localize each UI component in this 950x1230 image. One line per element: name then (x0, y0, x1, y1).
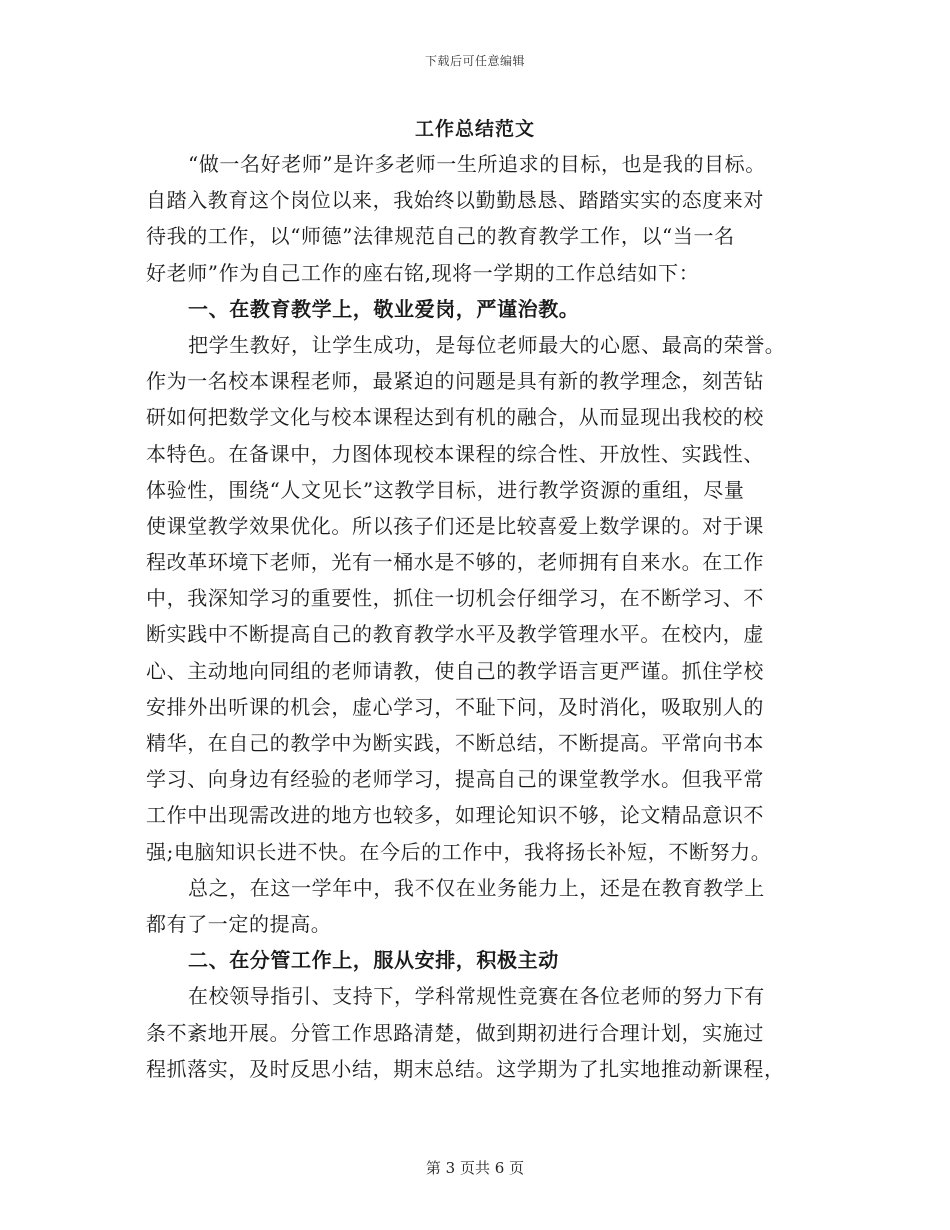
body-text-line: “做一名好老师”是许多老师一生所追求的目标，也是我的目标。 (188, 152, 766, 176)
body-text-line: 研如何把数学文化与校本课程达到有机的融合，从而显现出我校的校 (146, 405, 764, 430)
body-text-line: 把学生教好，让学生成功，是每位老师最大的心愿、最高的荣誉。 (188, 332, 786, 357)
body-text-line: 安排外出听课的机会，虚心学习，不耻下问，及时消化，吸取别人的 (146, 694, 764, 719)
body-text-line: 工作中出现需改进的地方也较多，如理论知识不够，论文精品意识不 (146, 803, 764, 828)
body-text-line: 心、主动地向同组的老师请教，使自己的教学语言更严谨。抓住学校 (146, 658, 764, 683)
body-text-line: 使课堂教学效果优化。所以孩子们还是比较喜爱上数学课的。对于课 (146, 513, 764, 538)
body-text-line: 自踏入教育这个岗位以来，我始终以勤勤恳恳、踏踏实实的态度来对 (146, 188, 764, 213)
body-text-line: 条不紊地开展。分管工作思路清楚，做到期初进行合理计划，实施过 (146, 1020, 764, 1045)
body-text-line: 待我的工作，以“师德”法律规范自己的教育教学工作，以“当一名 (146, 224, 735, 249)
body-text-line: 学习、向身边有经验的老师学习，提高自己的课堂教学水。但我平常 (146, 767, 764, 792)
body-text-line: 中，我深知学习的重要性，抓住一切机会仔细学习，在不断学习、不 (146, 586, 764, 611)
body-text-line: 本特色。在备课中，力图体现校本课程的综合性、开放性、实践性、 (146, 441, 764, 466)
document-title: 工作总结范文 (414, 118, 535, 140)
body-text-line: 总之，在这一学年中，我不仅在业务能力上，还是在教育教学上 (188, 875, 765, 900)
body-text-line: 断实践中不断提高自己的教育教学水平及教学管理水平。在校内，虚 (146, 622, 764, 647)
body-text-line: 程抓落实，及时反思小结，期末总结。这学期为了扎实地推动新课程， (146, 1056, 785, 1081)
body-text-line: 精华，在自己的教学中为断实践，不断总结，不断提高。平常向书本 (146, 731, 764, 755)
page-number-footer: 第 3 页共 6 页 (425, 1159, 525, 1177)
body-text-line: 作为一名校本课程老师，最紧迫的问题是具有新的教学理念，刻苦钻 (146, 369, 764, 394)
body-text-line: 体验性，围绕“人文见长”这教学目标，进行教学资源的重组，尽量 (146, 477, 745, 502)
document-body (146, 146, 810, 1087)
section-heading-line: 一、在教育教学上，敬业爱岗，严谨治教。 (188, 296, 580, 321)
body-text-line: 都有了一定的提高。 (146, 911, 332, 936)
section-heading-line: 二、在分管工作上，服从安排，积极主动 (188, 948, 559, 973)
body-text-line: 在校领导指引、支持下，学科常规性竞赛在各位老师的努力下有 (188, 984, 765, 1009)
body-text-line: 程改革环境下老师，光有一桶水是不够的，老师拥有自来水。在工作 (146, 550, 764, 575)
body-text-line: 好老师”作为自己工作的座右铭,现将一学期的工作总结如下： (146, 260, 700, 285)
body-text-line: 强;电脑知识长进不快。在今后的工作中，我将扬长补短，不断努力。 (146, 839, 772, 864)
page-header-note: 下载后可任意编辑 (424, 54, 525, 68)
